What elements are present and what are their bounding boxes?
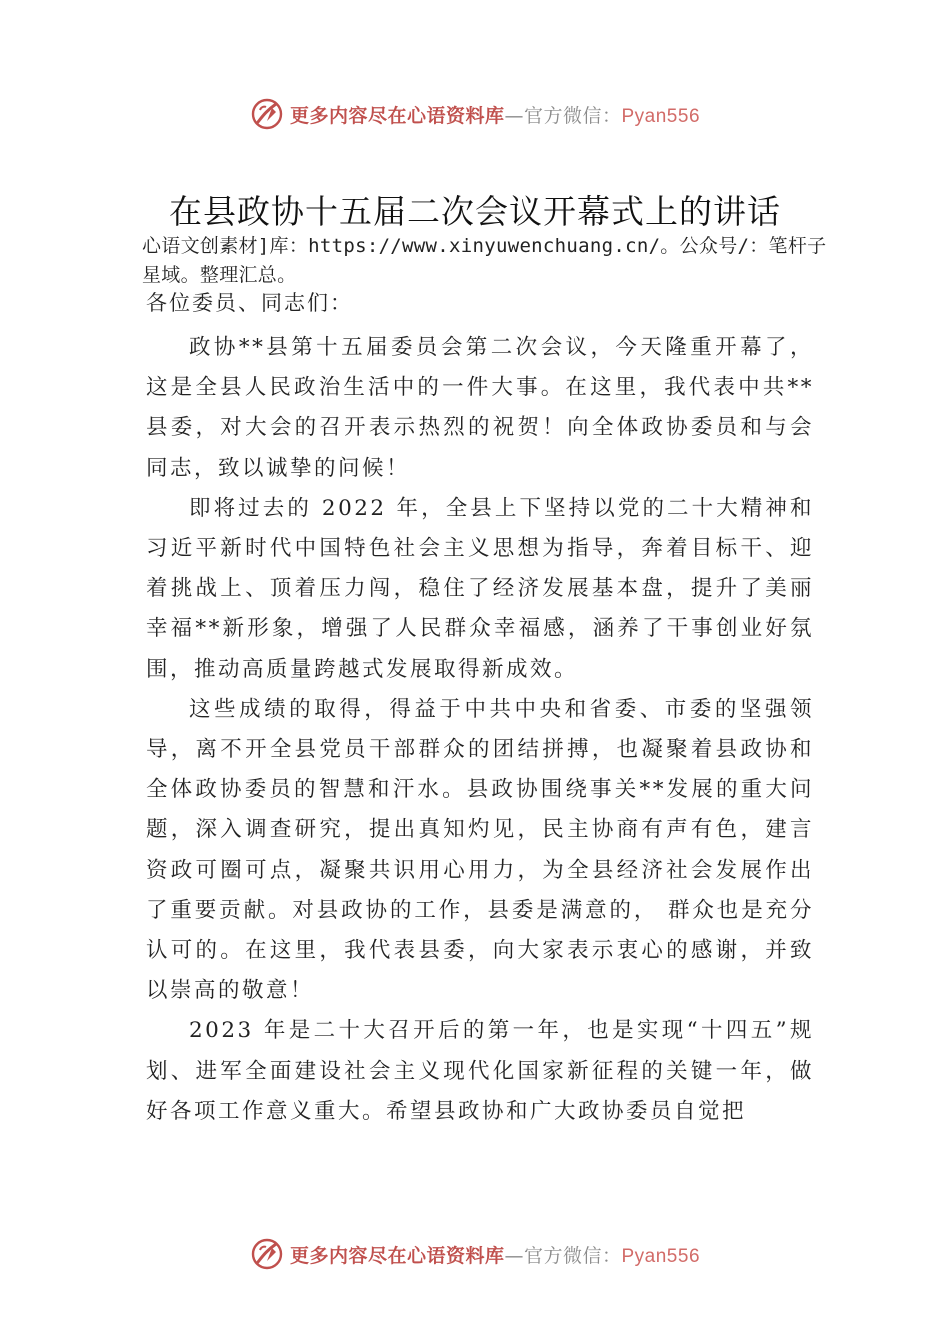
greeting: 各位委员、同志们： [146, 291, 353, 315]
paragraph: 2023 年是二十大召开后的第一年，也是实现“十四五”规划、进军全面建设社会主义现代化国家新征程的关键一年，做好各项工作意义重大。希望县政协和广大政协委员自觉把 [146, 1018, 814, 1124]
banner-wechat-id: Pyan556 [621, 1245, 701, 1267]
pen-logo-icon [250, 1237, 284, 1271]
source-line: 心语文创素材]库：https://www.xinyuwenchuang.cn/。公众号/：笔杆子星域。整理汇总。 [142, 235, 827, 286]
paragraph: 即将过去的 2022 年，全县上下坚持以党的二十大精神和习近平新时代中国特色社会主义思想为指导，奔着目标干、迎着挑战上、顶着压力闯，稳住了经济发展基本盘，提升了美丽幸福**新形象，增强了人民群众幸福感，涵养了干事创业好氛围，推动高质量跨越式发展取得新成效。 [146, 495, 814, 682]
document-title: 在县政协十五届二次会议开幕式上的讲话 [169, 192, 781, 231]
banner-dash: — [504, 104, 524, 127]
document-body [146, 328, 814, 1132]
banner-dash: — [504, 1244, 524, 1267]
paragraph: 这些成绩的取得，得益于中共中央和省委、市委的坚强领导，离不开全县党员干部群众的团结拼搏，也凝聚着县政协和全体政协委员的智慧和汗水。县政协围绕事关**发展的重大问题，深入调查研究，提出真知灼见，民主协商有声有色，建言资政可圈可点，凝聚共识用心用力，为全县经济社会发展作出了重要贡献。对县政协的工作，县委是满意的， 群众也是充分认可的。在这里，我代表县委，向大家表示衷心的感谢，并致以崇高的敬意！ [146, 696, 814, 1004]
header-banner[interactable] [0, 96, 950, 132]
banner-text [290, 1241, 700, 1268]
banner-wechat-label: 官方微信： [523, 1244, 622, 1267]
banner-strong: 更多内容尽在心语资料库 [289, 1244, 505, 1267]
banner-wechat-id: Pyan556 [621, 105, 701, 127]
paragraph: 政协**县第十五届委员会第二次会议，今天隆重开幕了，这是全县人民政治生活中的一件大事。在这里，我代表中共**县委，对大会的召开表示热烈的祝贺！向全体政协委员和与会同志，致以诚挚的问候！ [146, 335, 814, 481]
banner-wechat-label: 官方微信： [523, 104, 622, 127]
footer-banner[interactable] [0, 1236, 950, 1272]
banner-text [290, 101, 700, 128]
pen-logo-icon [250, 97, 284, 131]
banner-strong: 更多内容尽在心语资料库 [289, 104, 505, 127]
